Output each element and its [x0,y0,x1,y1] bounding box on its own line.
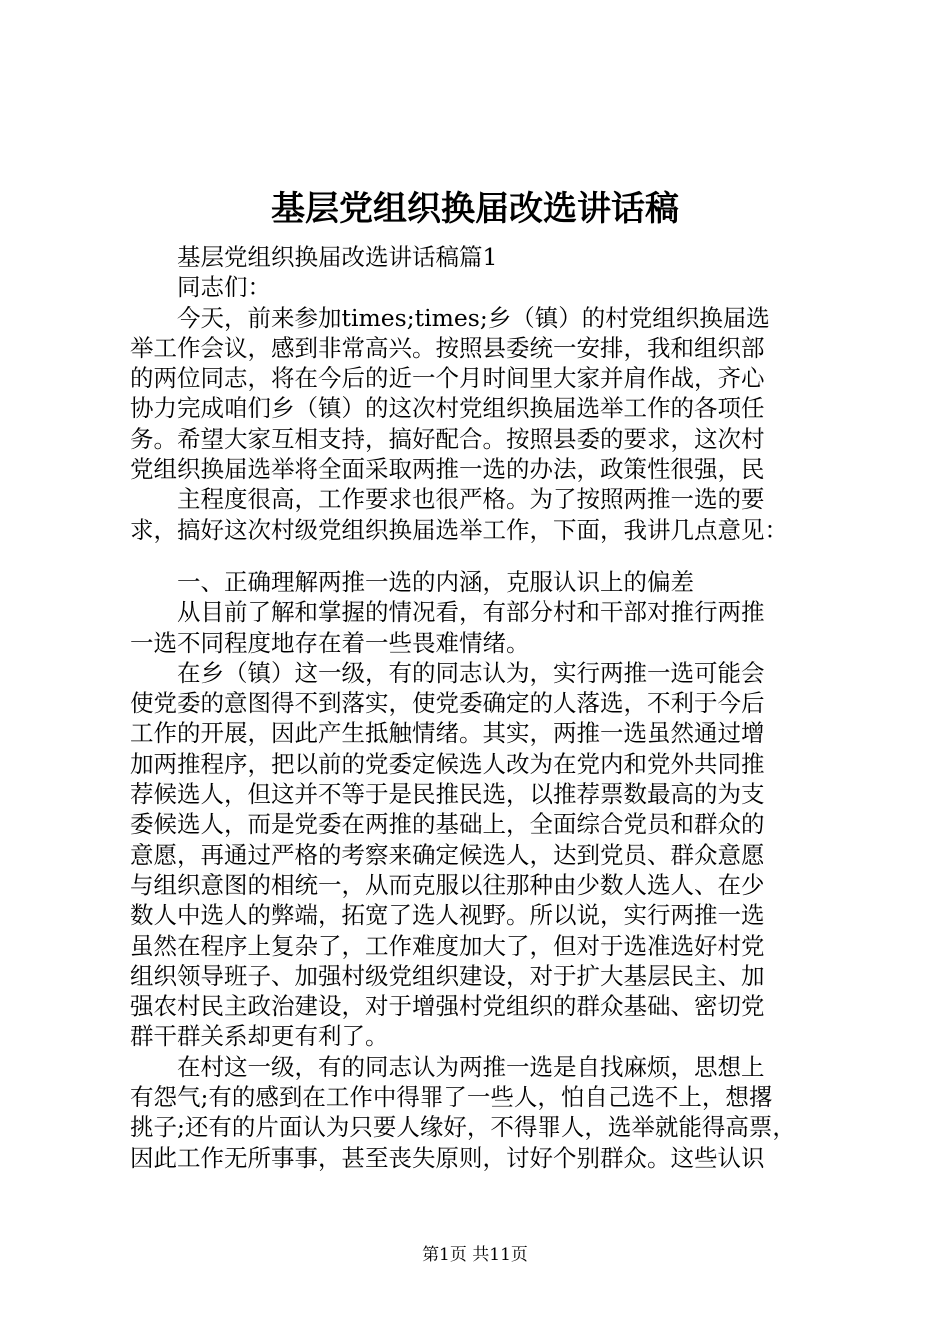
text-line: 基层党组织换届改选讲话稿篇1 [130,243,498,271]
text-line: 务。希望大家互相支持，搞好配合。按照县委的要求，这次村 [130,424,765,453]
text-line: 使党委的意图得不到落实，使党委确定的人落选，不利于今后 [130,689,765,718]
text-line: 主程度很高，工作要求也很严格。为了按照两推一选的要 [130,485,765,514]
text-line: 在村这一级，有的同志认为两推一选是自找麻烦，思想上 [130,1052,765,1081]
page-footer: 第1页 共11页 [422,1245,528,1265]
text-line: 有怨气;有的感到在工作中得罪了一些人，怕自己选不上，想撂 [130,1083,773,1112]
text-line: 数人中选人的弊端，拓宽了选人视野。所以说，实行两推一选 [130,901,765,930]
text-line: 组织领导班子、加强村级党组织建设，对于扩大基层民主、加 [130,961,765,990]
text-line: 荐候选人，但这并不等于是民推民选，以推荐票数最高的为支 [130,780,765,809]
text-line: 与组织意图的相统一，从而克服以往那种由少数人选人、在少 [130,870,765,899]
text-line: 同志们： [130,273,271,302]
text-line: 工作的开展，因此产生抵触情绪。其实，两推一选虽然通过增 [130,719,765,748]
text-line: 一、正确理解两推一选的内涵，克服认识上的偏差 [130,567,694,596]
text-line: 挑子;还有的片面认为只要人缘好，不得罪人，选举就能得高票， [130,1113,796,1142]
paragraph-gap [130,545,830,567]
text-line: 从目前了解和掌握的情况看，有部分村和干部对推行两推 [130,598,765,627]
text-line: 今天，前来参加times;times;乡（镇）的村党组织换届选 [130,303,770,332]
text-line: 虽然在程序上复杂了，工作难度加大了，但对于选准选好村党 [130,931,765,960]
text-line: 意愿，再通过严格的考察来确定候选人，达到党员、群众意愿 [130,840,765,869]
text-line: 求，搞好这次村级党组织换届选举工作，下面，我讲几点意见： [130,515,788,544]
text-line: 的两位同志，将在今后的近一个月时间里大家并肩作战，齐心 [130,364,765,393]
text-line: 举工作会议，感到非常高兴。按照县委统一安排，我和组织部 [130,333,765,362]
text-line: 加两推程序，把以前的党委定候选人改为在党内和党外共同推 [130,749,765,778]
text-line: 委候选人，而是党委在两推的基础上，全面综合党员和群众的 [130,810,765,839]
text-line: 党组织换届选举将全面采取两推一选的办法，政策性很强，民 [130,455,765,484]
text-line: 群干群关系却更有利了。 [130,1022,389,1051]
text-line: 因此工作无所事事，甚至丧失原则，讨好个别群众。这些认识 [130,1143,765,1172]
text-line: 协力完成咱们乡（镇）的这次村党组织换届选举工作的各项任 [130,394,765,423]
text-line: 一选不同程度地存在着一些畏难情绪。 [130,628,530,657]
document-title: 基层党组织换届改选讲话稿 [271,189,679,229]
document-body [130,242,830,1173]
text-line: 在乡（镇）这一级，有的同志认为，实行两推一选可能会 [130,658,765,687]
text-line: 强农村民主政治建设，对于增强村党组织的群众基础、密切党 [130,992,765,1021]
